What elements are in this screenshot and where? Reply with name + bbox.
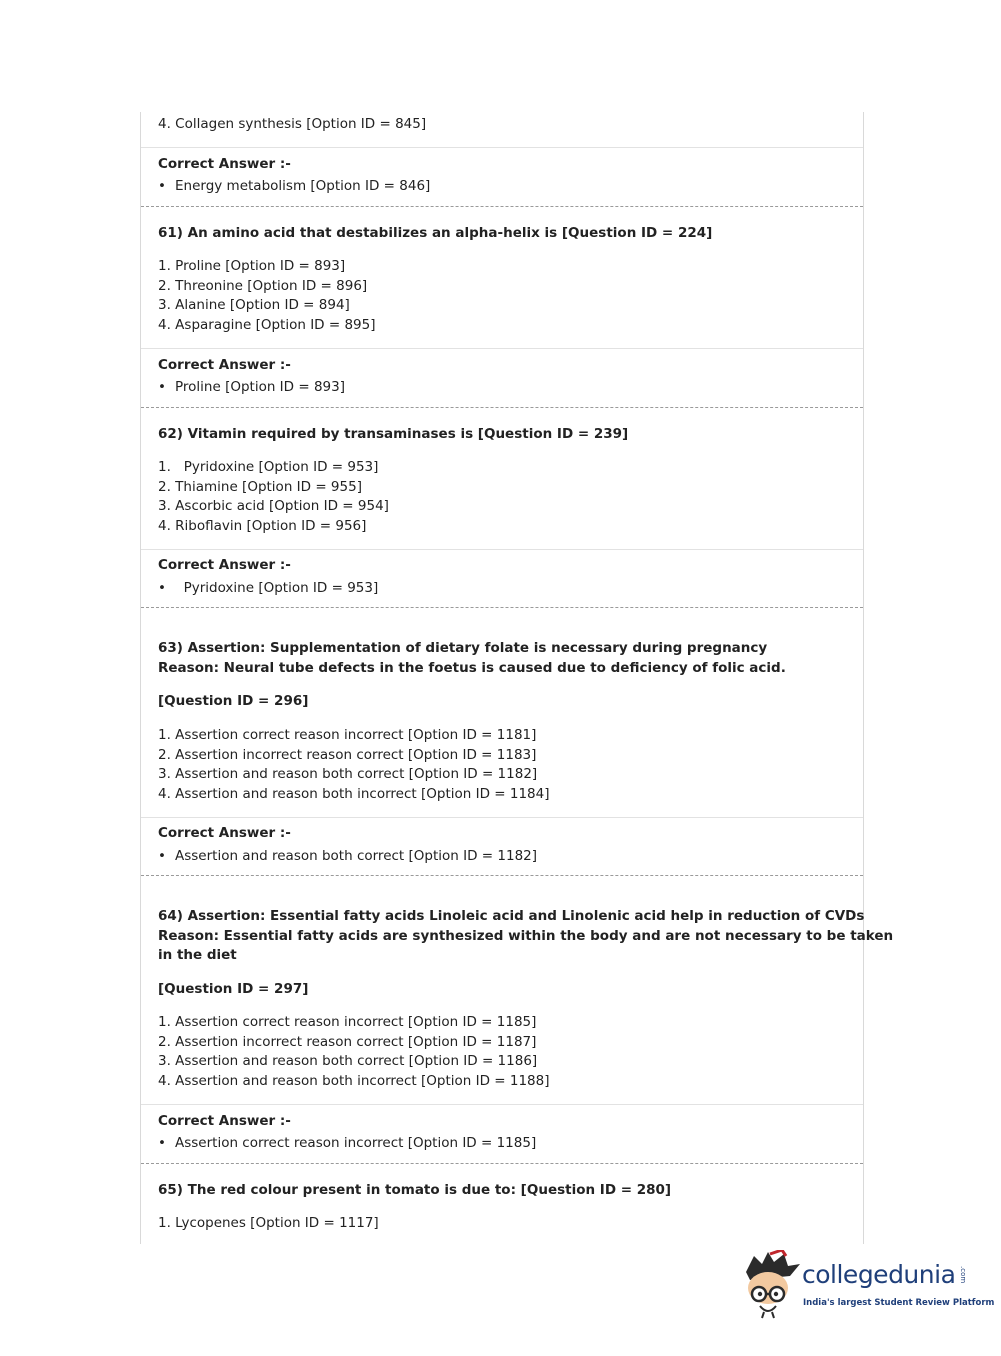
q62-option-3: 3. Ascorbic acid [Option ID = 954] xyxy=(158,498,389,514)
q61-correct-label: Correct Answer :- xyxy=(158,357,291,373)
q63-correct-answer: • Assertion and reason both correct [Option ID = 1182] xyxy=(158,847,537,865)
question-separator xyxy=(141,206,863,207)
question-paper-frame xyxy=(140,112,894,1244)
q63-option-4: 4. Assertion and reason both incorrect [Option ID = 1184] xyxy=(158,786,550,802)
q63-option-1: 1. Assertion correct reason incorrect [Option ID = 1181] xyxy=(158,727,537,743)
mascot-icon xyxy=(740,1250,802,1320)
divider xyxy=(141,348,863,349)
q64-option-2: 2. Assertion incorrect reason correct [Option ID = 1187] xyxy=(158,1034,537,1050)
divider xyxy=(141,1104,863,1105)
q61-correct-answer: • Proline [Option ID = 893] xyxy=(158,378,345,396)
q62-option-4: 4. Riboflavin [Option ID = 956] xyxy=(158,518,367,534)
brand-domain: .com xyxy=(959,1266,967,1284)
q60-correct-label: Correct Answer :- xyxy=(158,156,291,172)
q62-correct-label: Correct Answer :- xyxy=(158,557,291,573)
q63-correct-label: Correct Answer :- xyxy=(158,825,291,841)
q60-correct-answer: • Energy metabolism [Option ID = 846] xyxy=(158,177,430,195)
q62-option-1: 1. Pyridoxine [Option ID = 953] xyxy=(158,459,379,475)
q62-correct-answer: • Pyridoxine [Option ID = 953] xyxy=(158,579,378,597)
collegedunia-logo xyxy=(740,1250,995,1320)
brand-name: collegedunia xyxy=(802,1260,956,1289)
q64-option-4: 4. Assertion and reason both incorrect [Option ID = 1188] xyxy=(158,1073,550,1089)
question-separator xyxy=(141,875,863,876)
q61-option-3: 3. Alanine [Option ID = 894] xyxy=(158,297,350,313)
question-separator xyxy=(141,407,863,408)
q60-option-4: 4. Collagen synthesis [Option ID = 845] xyxy=(158,116,427,132)
q64-option-1: 1. Assertion correct reason incorrect [Option ID = 1185] xyxy=(158,1014,537,1030)
q64-question-id: [Question ID = 297] xyxy=(158,981,309,997)
q61-option-4: 4. Asparagine [Option ID = 895] xyxy=(158,317,376,333)
divider xyxy=(141,549,863,550)
q64-question-assertion: 64) Assertion: Essential fatty acids Linoleic acid and Linolenic acid help in reduction of CVDs xyxy=(158,908,865,924)
q63-question-reason: Reason: Neural tube defects in the foetus is caused due to deficiency of folic acid. xyxy=(158,660,786,676)
q61-question: 61) An amino acid that destabilizes an alpha-helix is [Question ID = 224] xyxy=(158,225,713,241)
q63-question-id: [Question ID = 296] xyxy=(158,693,309,709)
divider xyxy=(141,817,863,818)
q64-correct-label: Correct Answer :- xyxy=(158,1113,291,1129)
q65-question: 65) The red colour present in tomato is due to: [Question ID = 280] xyxy=(158,1182,672,1198)
q63-question-assertion: 63) Assertion: Supplementation of dietary folate is necessary during pregnancy xyxy=(158,640,768,656)
q64-question-reason: Reason: Essential fatty acids are synthesized within the body and are not necessary to be taken xyxy=(158,928,894,944)
question-separator xyxy=(141,1163,863,1164)
q61-option-2: 2. Threonine [Option ID = 896] xyxy=(158,278,368,294)
q62-question: 62) Vitamin required by transaminases is [Question ID = 239] xyxy=(158,426,629,442)
q64-option-3: 3. Assertion and reason both correct [Option ID = 1186] xyxy=(158,1053,538,1069)
divider xyxy=(141,147,863,148)
q65-option-1: 1. Lycopenes [Option ID = 1117] xyxy=(158,1215,379,1231)
brand-tagline: India's largest Student Review Platform xyxy=(803,1298,995,1308)
q63-option-2: 2. Assertion incorrect reason correct [Option ID = 1183] xyxy=(158,747,537,763)
question-separator xyxy=(141,607,863,608)
q64-correct-answer: • Assertion correct reason incorrect [Option ID = 1185] xyxy=(158,1134,536,1152)
q64-question-reason-cont: in the diet xyxy=(158,947,237,963)
q61-option-1: 1. Proline [Option ID = 893] xyxy=(158,258,346,274)
q62-option-2: 2. Thiamine [Option ID = 955] xyxy=(158,479,362,495)
q63-option-3: 3. Assertion and reason both correct [Option ID = 1182] xyxy=(158,766,538,782)
